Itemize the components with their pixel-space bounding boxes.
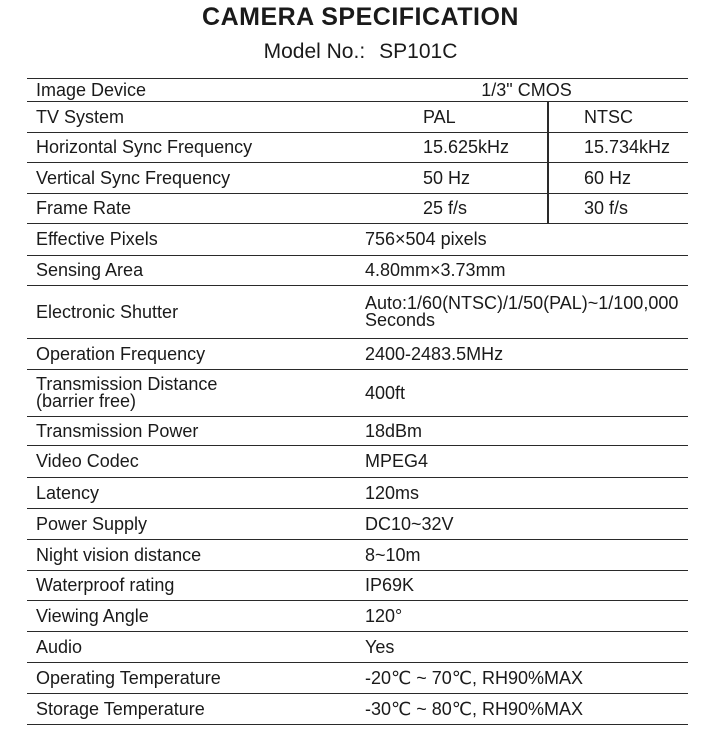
spec-row: [27, 601, 688, 632]
spec-label: Image Device: [36, 79, 147, 100]
spec-value: 1/3" CMOS: [481, 79, 572, 100]
ntsc-header: NTSC: [584, 106, 633, 127]
spec-row: [27, 663, 688, 694]
pal-value: 25 f/s: [423, 198, 468, 218]
spec-row: [27, 446, 688, 478]
spec-row: [27, 571, 688, 601]
spec-row: [27, 339, 688, 370]
spec-value: 8~10m: [365, 544, 421, 565]
spec-value: 120°: [365, 605, 403, 626]
spec-value: MPEG4: [365, 451, 429, 471]
ntsc-value: 15.734kHz: [584, 137, 671, 157]
spec-value: Auto:1/60(NTSC)/1/50(PAL)~1/100,000 Seconds: [365, 293, 679, 330]
pal-value: 50 Hz: [423, 167, 471, 188]
spec-value: 756×504 pixels: [365, 229, 487, 249]
spec-label: Vertical Sync Frequency: [36, 167, 231, 188]
spec-row-horizontal-sync: [27, 133, 688, 163]
spec-label: Storage Temperature: [36, 698, 205, 719]
spec-label: Power Supply: [36, 513, 148, 534]
spec-row: [27, 694, 688, 725]
spec-row: [27, 540, 688, 571]
spec-value: DC10~32V: [365, 513, 454, 534]
spec-label: Horizontal Sync Frequency: [36, 137, 253, 157]
pal-value: 15.625kHz: [423, 137, 510, 157]
model-number: [0, 40, 721, 64]
spec-value: IP69K: [365, 575, 415, 595]
spec-row-frame-rate: [27, 194, 688, 224]
spec-label: Audio: [36, 636, 83, 657]
spec-value: 400ft: [365, 382, 406, 403]
spec-label: Effective Pixels: [36, 229, 158, 249]
spec-label: Waterproof rating: [36, 575, 175, 595]
spec-row: [27, 256, 688, 286]
spec-row: [27, 370, 688, 417]
spec-row-image-device: [27, 78, 688, 102]
spec-label: Operating Temperature: [36, 667, 221, 688]
spec-row: [27, 417, 688, 446]
spec-row: [27, 286, 688, 339]
spec-value: 18dBm: [365, 420, 423, 441]
spec-row-tv-system: [27, 102, 688, 133]
spec-label: Operation Frequency: [36, 343, 206, 364]
spec-row: [27, 224, 688, 256]
document-title: CAMERA SPECIFICATION: [202, 3, 519, 31]
spec-value: Yes: [365, 636, 395, 657]
spec-row: [27, 478, 688, 509]
spec-label: Frame Rate: [36, 198, 132, 218]
spec-label: Night vision distance: [36, 544, 202, 565]
spec-label: Video Codec: [36, 451, 139, 471]
spec-value: -30℃ ~ 80℃, RH90%MAX: [365, 698, 584, 719]
spec-label: Transmission Power: [36, 420, 199, 441]
spec-label: TV System: [36, 106, 125, 127]
spec-value: 2400-2483.5MHz: [365, 343, 504, 364]
ntsc-value: 30 f/s: [584, 198, 629, 218]
spec-row: [27, 509, 688, 540]
spec-label: Viewing Angle: [36, 605, 149, 626]
spec-label: Sensing Area: [36, 260, 144, 280]
spec-label: Latency: [36, 482, 100, 503]
spec-value: -20℃ ~ 70℃, RH90%MAX: [365, 667, 584, 688]
spec-value: 120ms: [365, 482, 420, 503]
pal-header: PAL: [423, 106, 456, 127]
spec-label: Transmission Distance (barrier free): [36, 374, 218, 411]
spec-row: [27, 632, 688, 663]
spec-row-vertical-sync: [27, 163, 688, 194]
ntsc-value: 60 Hz: [584, 167, 632, 188]
spec-value: 4.80mm×3.73mm: [365, 260, 506, 280]
model-value: SP101C: [379, 40, 458, 63]
spec-label: Electronic Shutter: [36, 301, 179, 322]
model-label: Model No.:: [263, 40, 366, 63]
